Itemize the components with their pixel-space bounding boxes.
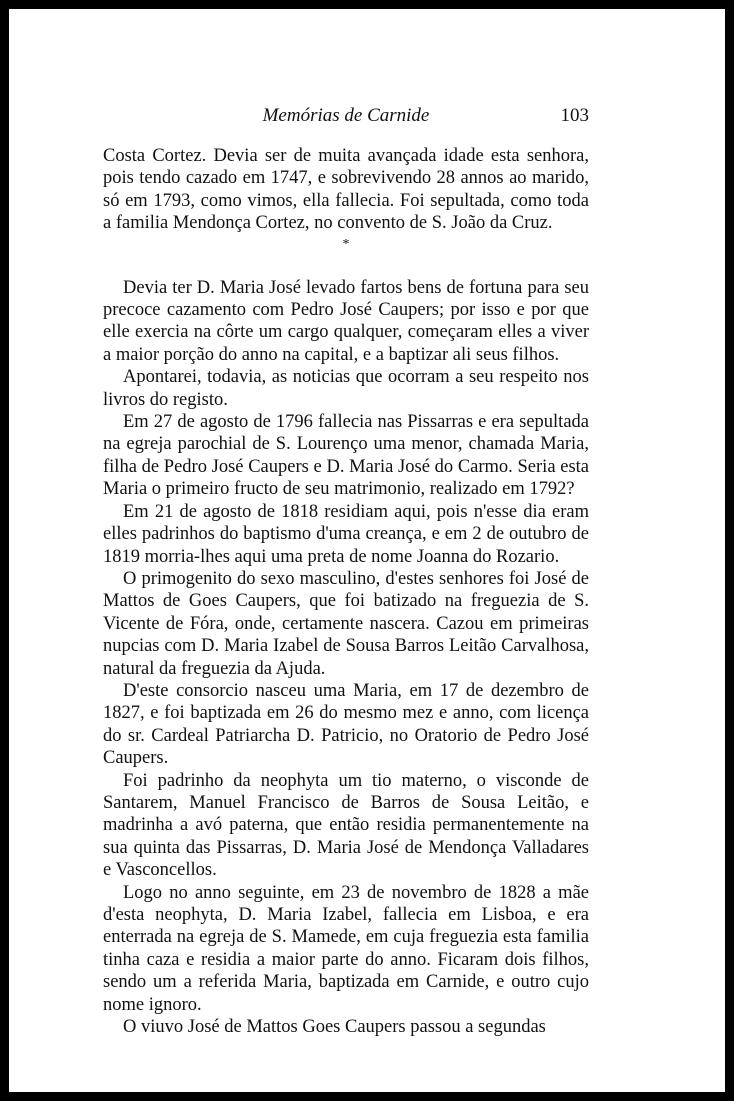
paragraph-continuation: Costa Cortez. Devia ser de muita avançada idade esta senhora, pois tendo cazado em 1747, e sobrevivendo 28 annos ao marido, só em 1793, como vimos, ella fallecia. Foi sepultada, como toda a familia Mendonça Cortez, no convento de S. João da Cruz.	[103, 146, 589, 234]
paragraph: O primogenito do sexo masculino, d'estes senhores foi José de Mattos de Goes Caupers, que foi batizado na freguezia de S. Vicente de Fóra, onde, certamente nascera. Cazou em primeiras nupcias com D. Maria Izabel de Sousa Barros Leitão Carvalhosa, natural da freguezia da Ajuda.	[103, 568, 589, 679]
body-text	[103, 145, 589, 1038]
running-title: Memórias de Carnide	[262, 105, 430, 126]
running-head	[103, 105, 589, 133]
paragraph: Em 27 de agosto de 1796 fallecia nas Pissarras e era sepultada na egreja parochial de S. Lourenço uma menor, chamada Maria, filha de Pedro José Caupers e D. Maria José do Carmo. Seria esta Maria o primeiro fructo de seu matrimonio, realizado em 1792?	[103, 412, 589, 500]
paragraph: D'este consorcio nasceu uma Maria, em 17 de dezembro de 1827, e foi baptizada em 26 do mesmo mez e anno, com licença do sr. Cardeal Patriarcha D. Patricio, no Oratorio de Pedro José Caupers.	[103, 680, 589, 769]
section-break-asterisk: *	[342, 236, 350, 252]
paragraph: Foi padrinho da neophyta um tio materno, o visconde de Santarem, Manuel Francisco de Barros de Sousa Leitão, e madrinha a avó paterna, que então residia permanentemente na sua quinta das Pissarras, D. Maria José de Mendonça Valladares e Vasconcellos.	[103, 770, 589, 881]
paragraph: O viuvo José de Mattos Goes Caupers passou a segundas	[123, 1017, 546, 1038]
book-page	[9, 9, 725, 1092]
paragraph: Devia ter D. Maria José levado fartos bens de fortuna para seu precoce cazamento com Pedro José Caupers; por isso e por que elle exercia na côrte um cargo qualquer, começaram elles a viver a maior porção do anno na capital, e a baptizar ali seus filhos.	[103, 277, 589, 365]
page-number: 103	[560, 105, 589, 126]
paragraph: Logo no anno seguinte, em 23 de novembro de 1828 a mãe d'esta neophyta, D. Maria Izabel, fallecia em Lisboa, e era enterrada na egreja de S. Mamede, em cuja freguezia esta familia tinha caza e residia a maior parte do anno. Ficaram dois filhos, sendo um a referida Maria, baptizada em Carnide, e outro cujo nome ignoro.	[103, 882, 589, 1015]
paragraph: Apontarei, todavia, as noticias que ocorram a seu respeito nos livros do registo.	[103, 367, 589, 410]
paragraph: Em 21 de agosto de 1818 residiam aqui, pois n'esse dia eram elles padrinhos do baptismo d'uma creança, e em 2 de outubro de 1819 morria-lhes aqui uma preta de nome Joanna do Rozario.	[103, 501, 589, 567]
